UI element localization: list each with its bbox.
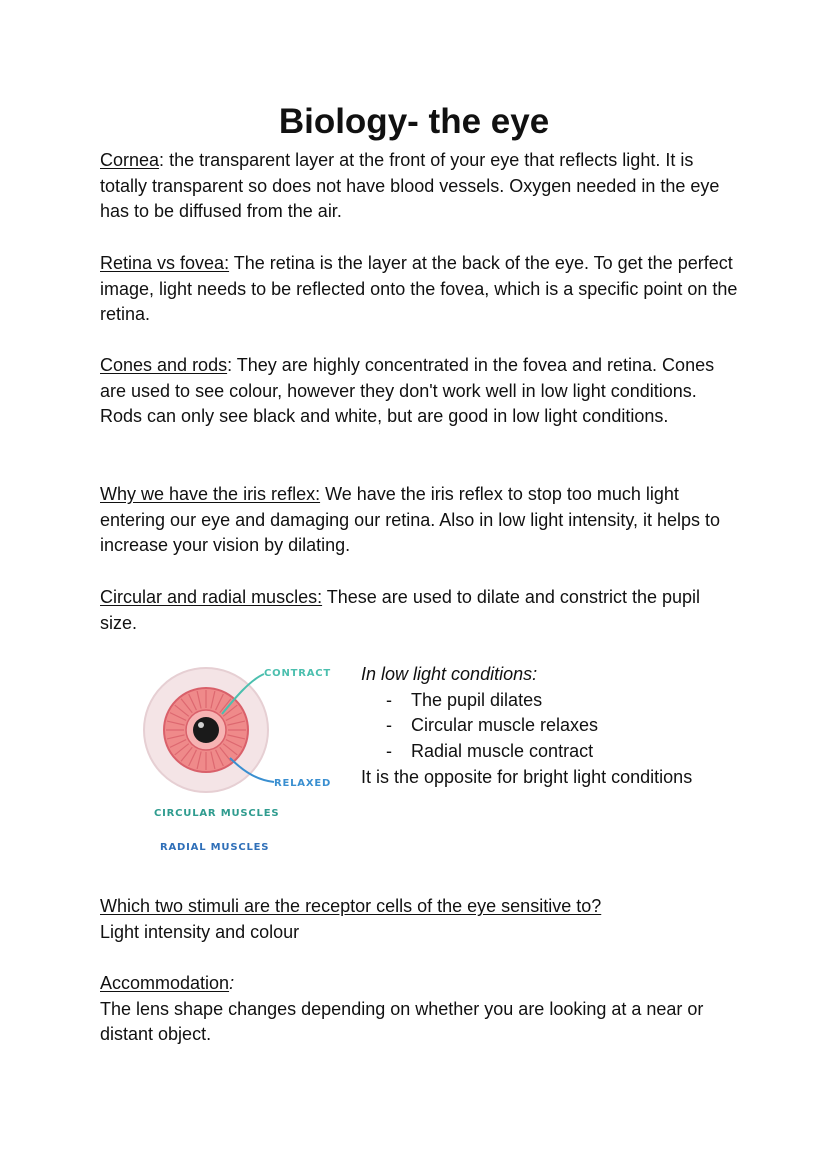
muscles-paragraph xyxy=(100,585,740,636)
pupil-highlight xyxy=(198,722,204,728)
contract-label: CONTRACT xyxy=(264,668,332,679)
pupil-circle xyxy=(193,717,219,743)
retina-body: The retina is the layer at the back of the eye. To get the perfect image, light needs to be reflected onto the fovea, which is a specific point on the retina. xyxy=(100,253,738,325)
accommodation-body: The lens shape changes depending on whether you are looking at a near or distant object. xyxy=(100,998,704,1045)
list-item-text: Circular muscle relaxes xyxy=(411,715,599,736)
stimuli-question: Which two stimuli are the receptor cells of the eye sensitive to? xyxy=(100,896,602,916)
retina-heading: Retina vs fovea: xyxy=(100,253,230,273)
stimuli-answer: Light intensity and colour xyxy=(100,921,300,942)
cones-heading: Cones and rods xyxy=(100,355,228,375)
accommodation-separator: : xyxy=(229,973,235,993)
low-light-heading: In low light conditions: xyxy=(361,664,538,684)
cornea-body: the transparent layer at the front of your eye that reflects light. It is totally transparent so does not have blood vessels. Oxygen needed in the eye has to be diffused from the air. xyxy=(100,150,720,222)
accommodation-heading: Accommodation xyxy=(100,973,230,993)
list-item xyxy=(361,688,741,714)
bullet-dash: - xyxy=(386,689,392,710)
list-item xyxy=(361,739,741,765)
stimuli-paragraph xyxy=(100,894,740,945)
cornea-separator: : xyxy=(159,150,165,170)
iris-paragraph xyxy=(100,482,735,559)
cornea-paragraph xyxy=(100,148,740,225)
iris-body: We have the iris reflex to stop too much light entering our eye and damaging our retina. Also in low light intensity, it helps to increase your vision by dilating. xyxy=(100,484,721,556)
list-item-text: Radial muscle contract xyxy=(411,741,594,762)
low-light-footer: It is the opposite for bright light conditions xyxy=(361,766,693,787)
bullet-dash: - xyxy=(386,715,392,736)
cones-separator: : xyxy=(227,355,233,375)
eye-muscles-diagram xyxy=(140,658,360,858)
cones-body: They are highly concentrated in the fovea and retina. Cones are used to see colour, however they don't work well in low light conditions. Rods can only see black and white, but are good in low light conditions. xyxy=(100,355,715,427)
relaxed-label: RELAXED xyxy=(274,778,332,789)
cornea-heading: Cornea xyxy=(100,150,160,170)
low-light-list xyxy=(361,688,741,765)
list-item xyxy=(361,713,741,739)
cones-paragraph xyxy=(100,353,740,430)
page-title: Biology- the eye xyxy=(278,102,550,141)
iris-heading: Why we have the iris reflex: xyxy=(100,484,321,504)
list-item-text: The pupil dilates xyxy=(411,689,543,710)
muscles-body: These are used to dilate and constrict the pupil size. xyxy=(100,587,700,633)
retina-paragraph xyxy=(100,251,740,328)
radial-muscles-label: RADIAL MUSCLES xyxy=(160,842,270,853)
muscles-heading: Circular and radial muscles: xyxy=(100,587,323,607)
accommodation-paragraph xyxy=(100,971,740,1048)
bullet-dash: - xyxy=(386,741,392,762)
low-light-notes xyxy=(361,662,741,791)
eye-illustration xyxy=(140,658,360,858)
circular-muscles-label: CIRCULAR MUSCLES xyxy=(154,808,280,819)
